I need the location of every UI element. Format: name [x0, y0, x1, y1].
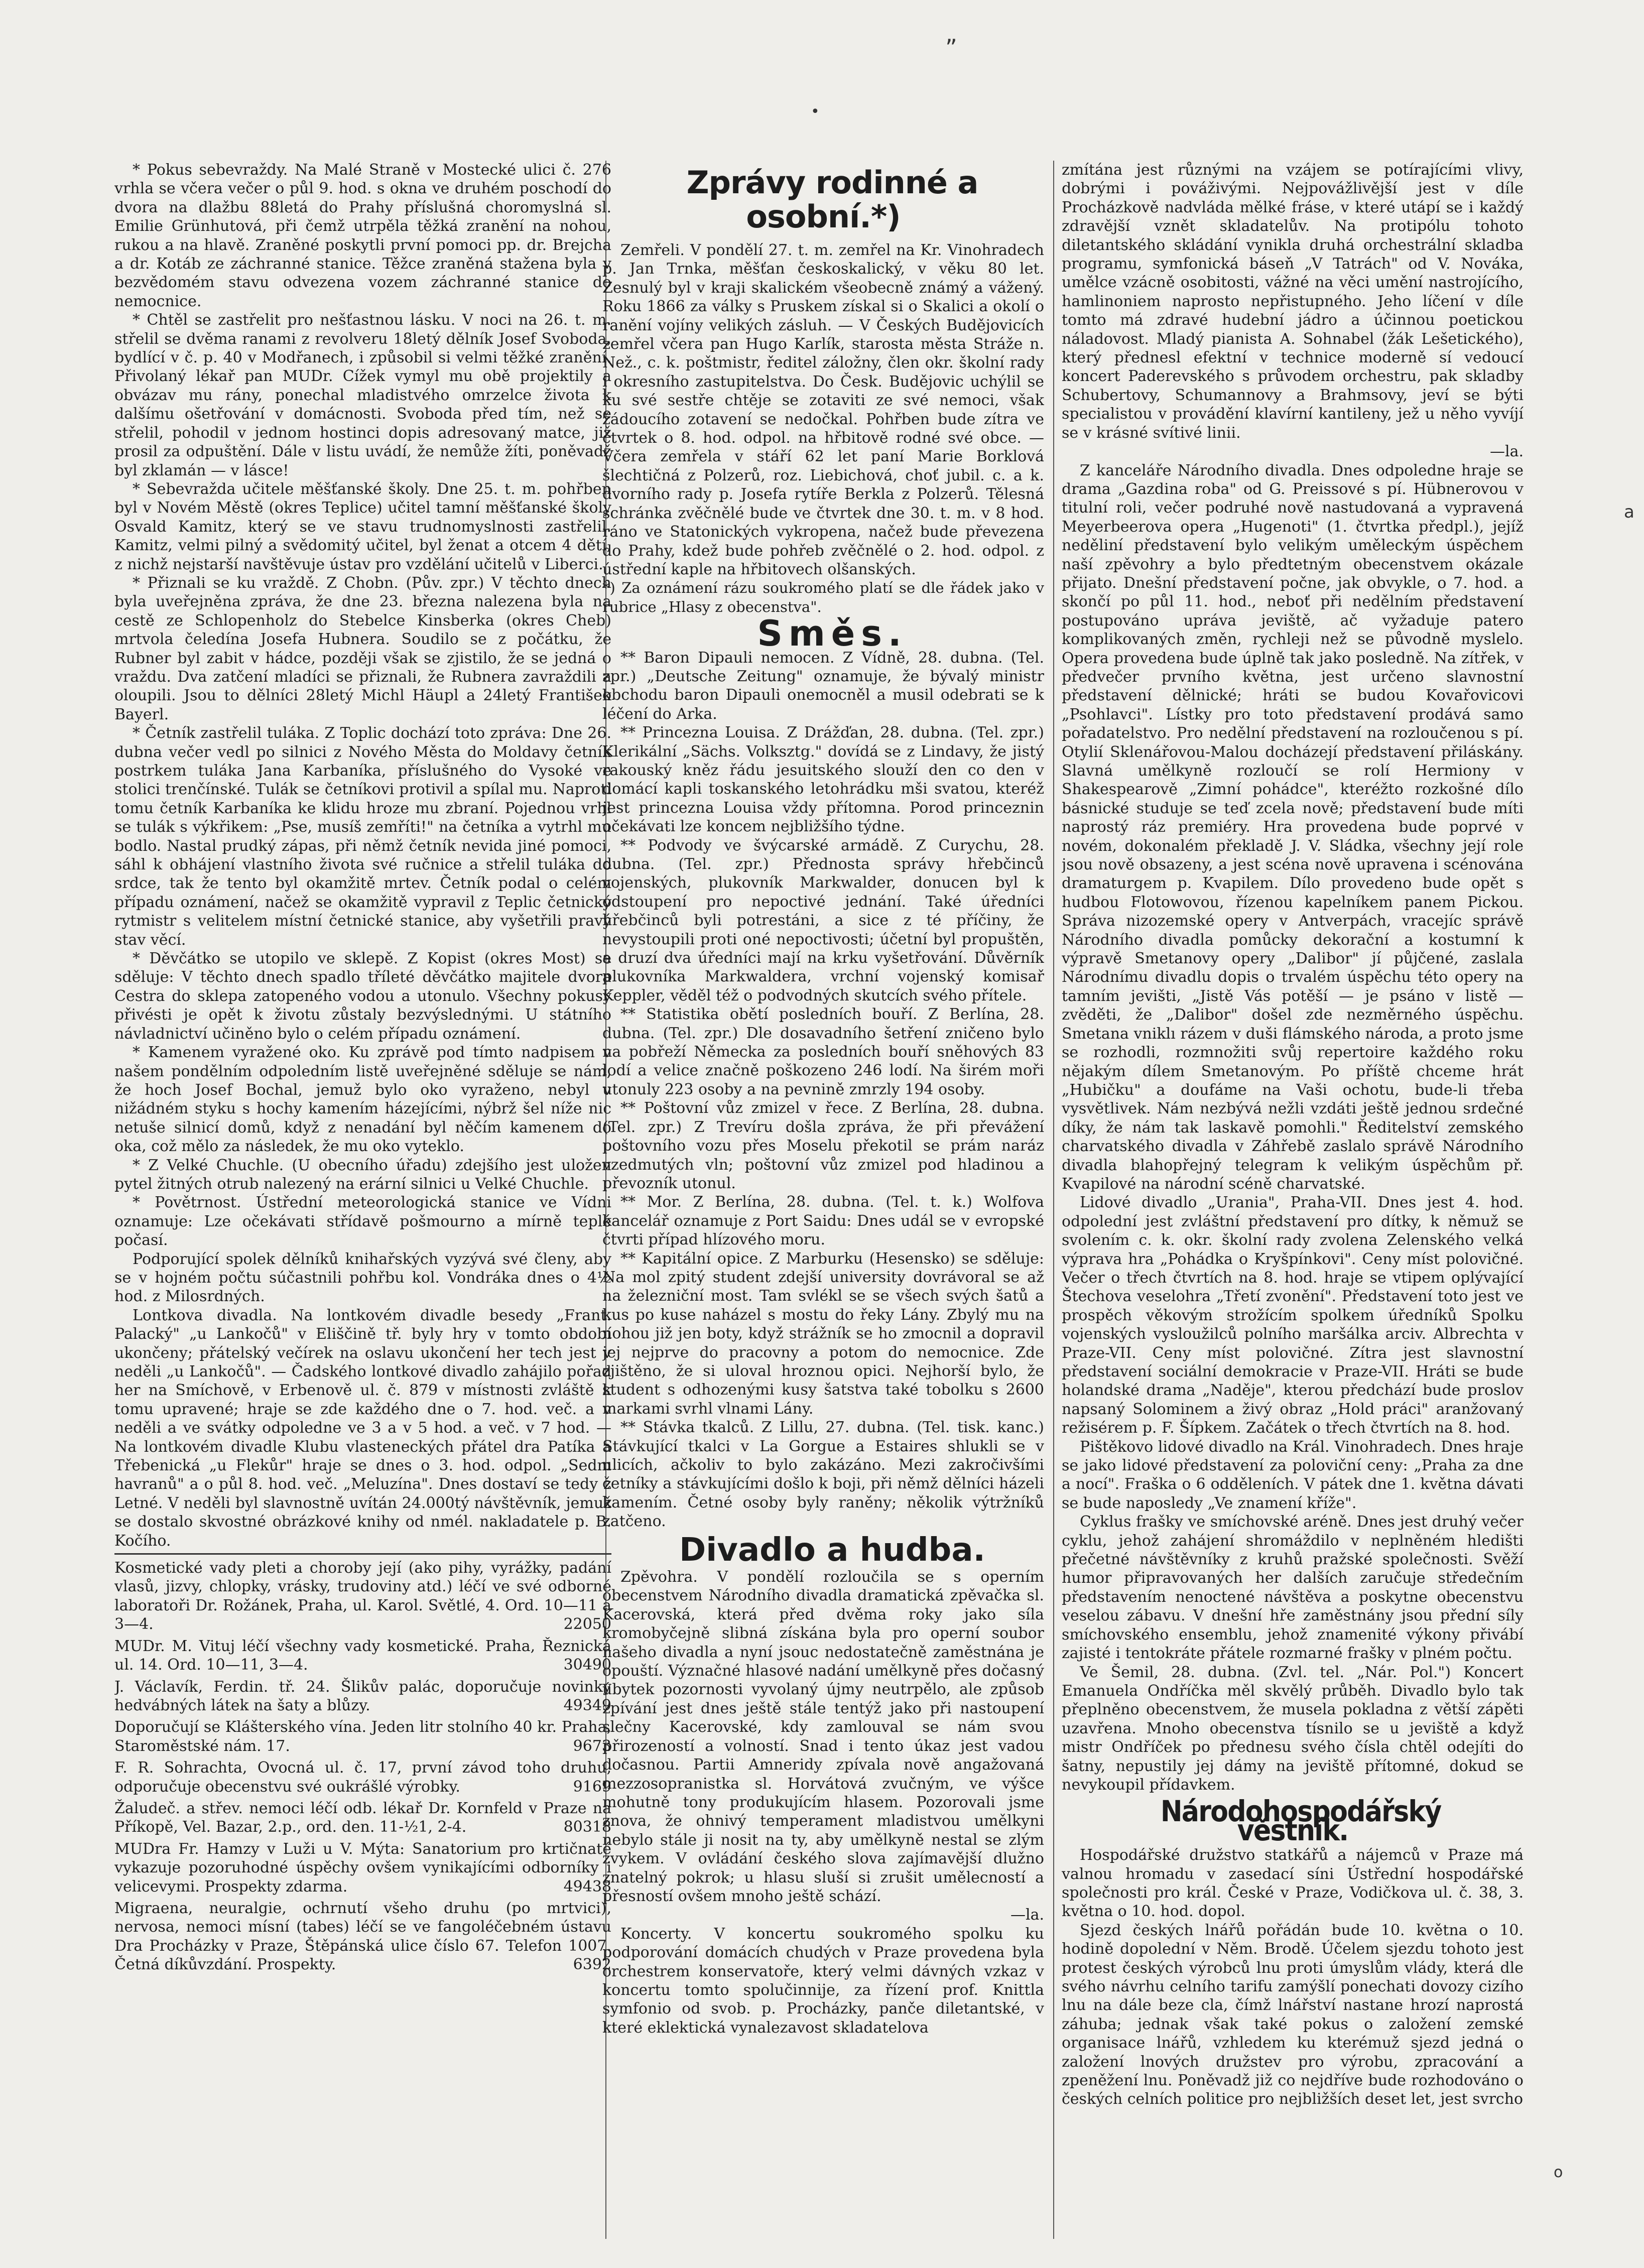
ad-sohrachta: [114, 1758, 611, 1796]
news-podvody-armada: ** Podvody ve švýcarské armádě. Z Curychu, 28. dubna. (Tel. zpr.) Přednosta správy hřebčinců vojenských, plukovník Markwalder, donucen byl k odstoupení pro nepoctivé jednání. Také úředníci hřebčinců byli potrestáni, a sice z té příčiny, že nevystoupili proti oné nepoctivosti; účetní byl propuštěn, a druzí dva úředníci mají na krku vyšetřování. Důvěrník plukovníka Markwaldera, vrchní vojenský komisař Keppler, věděl též o podvodných skutcích svého přítele.: [602, 836, 1044, 1004]
ads-separator: [114, 1553, 611, 1555]
news-zpevohra: Zpěvohra. V pondělí rozloučila se s operním obecenstvem Národního divadla dramatická zpěvačka sl. Kacerovská, která před dvěma roky jako síla kromobyčejně slibná získána byla pro operní soubor našeho divadla a nyní jsouc nedostatečně zaměstnána je opouští. Význačné hlasové nadání umělkyně přes dočasný úbytek pozornosti vyvolaný újmy neutrpělo, ale způsob zpívání jest dnes ještě stále tentýž jako při nastoupení slečny Kacerovské, kdy zamlouval se nám svou přirozeností a volností. Snad i tento úkaz jest vadou dočasnou. Partii Amneridy zpívala nově angažovaná mezzosopranistka sl. Horvátová zvučným, ve výšce mohutně tony produkujícím hlasem. Pozorovali jsme znova, že ohnivý temperament mladistvou umělkyni nebylo stále ji nosit na ty, aby umělkyně nestal se zlým zvykem. V ovládání českého slova zajímavější dlužno znatelný pokrok; u hlasu sluší si zrušit umělecností a přesností ovšem mnoho ještě schází.: [602, 1568, 1044, 1905]
column-middle: [602, 161, 1044, 2239]
news-kancelar-narodniho-divadla: Z kanceláře Národního divadla. Dnes odpoledne hraje se drama „Gazdina roba" od G. Preissové s pí. Hübnerovou v titulní roli, večer podruhé nově nastudovaná a vypravená Meyerbeerova opera „Hugenoti" (1. čtvrtka předpl.), jejíž neděliní představení bylo velikým uměleckým úspěchem naší zpěvohry a bylo předtetným obecenstvem okázale přijato. Dnešní představení počne, jak obvykle, o 7. hod. a skončí po půl 11. hod., neboť při nedělním představení postupováno upráva jeviště, ač vyžaduje patero komplikovaných změn, rychleji než se původně myslelo. Opera provedena bude úplně tak jako posledně. Na zítřek, v předvečer prvního května, jest určeno slavnostní představení dělnické; hráti se budou Kovařovicovi „Psohlavci". Lístky pro toto představení prodává samo pořadatelstvo. Pro nedělní představení na rozloučenou s pí. Otylií Sklenářovou-Malou docházejí představení přiláskány. Slavná umělkyně rozloučí se rolí Hermiony v Shakespearově „Zimní pohádce", kteréžto rozkošné dílo básnické studuje se teď zcela nově; představení bude míti naprostý ráz premiéry. Hra provedena bude poprvé v novém, dokonalém překladě J. V. Sládka, všechny její role jsou nově obsazeny, a jest scéna nově upravena i scénována dramaturgem p. Kvapilem. Dílo provedeno bude opět s hudbou Flotowovou, řízenou kapelníkem panem Pickou. Správa nizozemské opery v Antverpách, vracejíc správě Národního divadla pomůcky dekorační a kostumní k výpravě Smetanovy opery „Dalibor" jí půjčené, zaslala Národnímu divadlu dopis o trvalém úspěchu této opery na tamním jevišti, „Jistě Vás potěší — je psáno v listě — zvěděti, že „Dalibor" došel zde nezměrného úspěchu. Smetana vniklı rázem v duši flámského národa, a proto jsme se rozhodli, rozmnožiti svůj repertoire každého roku nějakým dílem Smetanovým. Po příště chceme hrát „Hubičku" a doufáme na Vaši ochotu, bude-li třeba vysvětlivek. Nám nezbývá nežli vzdáti ještě jednou srdečné díky, že nám tak laskavě pomohli." Ředitelství zemského charvatského divadla v Záhřebě zaslalo správě Národního divadla blahopřejný telegram k velikým úspěchům př. Kvapilové na národní scéně charvatské.: [1062, 461, 1524, 1193]
news-kamenem-vyrazene-oko: * Kamenem vyražené oko. Ku zprávě pod tímto nadpisem v našem pondělním odpoledním listě uveřejněné sděluje se nám, že hoch Josef Bochal, jemuž bylo oko vyraženo, nebyl v nižádném styku s hochy kamením házejícími, nýbrž šel níže nic netuše silnicí domů, když z nenadání byl něčím kamenem do oka, což mělo za následek, že mu oko vyteklo.: [114, 1044, 611, 1156]
ad-mudr-vituj: [114, 1637, 611, 1675]
news-devcatko-se-utopilo: * Děvčátko se utopilo ve sklepě. Z Kopist (okres Most) se sděluje: V těchto dnech spadlo tříleté děvčátko majitele dvora Cestra do sklepa zatopeného vodou a utonulo. Všechny pokusy přivésti je opět k životu zůstaly bezvýslednými. U státního návladnictví učiněno bylo o celém případu oznámení.: [114, 950, 611, 1043]
news-princezna-louisa: ** Princezna Louisa. Z Drážďan, 28. dubna. (Tel. zpr.) Klerikální „Sächs. Volksztg." dovídá se z Lindavy, že jistý rakouský kněz řádu jesuitského slouží den co den v domácí kapli toskanského letohrádku mši svatou, kteréž jest princezna Louisa vždy přítomna. Porod princeznin očekávati lze koncem nejbližšího týdne.: [602, 724, 1044, 836]
news-chtel-se-zastrelit: * Chtěl se zastřelit pro nešťastnou lásku. V noci na 26. t. m. střelil se dvěma ranami z revolveru 18letý dělník Josef Svoboda, bydlící v č. p. 40 v Modřanech, i způsobil si velmi těžké zranění. Přivolaný lékař pan MUDr. Cížek vymyl mu obě projektily a obvázav mu rány, ponechal mladistvého omrzelce života k dalšímu ošetřování v domácnosti. Svoboda před tím, než se střelil, pohodil v jednom hostinci dopis adresovaný matce, již prosil za odpuštění. Dále v listu uvádí, že nemůže žíti, poněvadž byl zklamán — v lásce!: [114, 311, 611, 479]
ad-number: 9673: [573, 1737, 611, 1755]
news-loutkova-divadla: Lontkova divadla. Na lontkovém divadle besedy „Frant. Palacký" „u Lankočů" v Eliščině tř. byly hry v tomto období ukončeny; přátelský večírek na oslavu ukončení her tech jest v neděli „u Lankočů". — Čadského lontkové divadlo zahájilo pořad her na Smíchově, v Erbenově ul. č. 879 v místnosti zvláště k tomu upravené; hraje se zde každého dne o 7. hod. več. a v neděli a ve svátky odpoledne ve 3 a v 5 hod. a več. v 7 hod. — Na lontkovém divadle Klubu vlasteneckých přátel dra Patíka a Třebenická „u Flekůr" hraje se dnes o 3. hod. odpol. „Sedm havranů" a o půl 8. hod. več. „Meluzína". Dnes dostaví se tedy z Letné. V neděli byl slavnostně uvítán 24.000tý návštěvník, jemuž se dostalo skvostné obrázkové knihy od nmél. nakladatele p. B. Kočího.: [114, 1306, 611, 1550]
ad-text: MUDra Fr. Hamzy v Luži u V. Mýta: Sanatorium pro krtičnaté vykazuje pozoruhodné úspěchy ovšem vynikajícími odborníky i velicevymi. Prospekty zdarma.: [114, 1840, 611, 1896]
ad-kosmeticke-vady: [114, 1559, 611, 1634]
news-sjezd-lnaru: Sjezd českých lnářů pořádán bude 10. května o 10. hodině dopolední v Něm. Brodě. Účelem sjezdu tohoto jest protest českých výrobců lnu proti úmyslům vlády, která dle svého návrhu celního tarifu zamýšlí ponechati dovozy cizího lnu na dále beze cla, čímž lnářství nastane hrozí naprostá záhuba; jednak však také pokus o založení zemské organisace lnářů, vzhledem ku kterémuž sjezd jedná o založení lnových družstev pro výrobu, zpracování a zpeněžení lnu. Poněvadž již co nejdříve bude rozhodováno o českých celních politice pro nejbližších deset let, jest svrcho: [1062, 1921, 1524, 2108]
news-hospodarske-druzstvo: Hospodářské družstvo statkářů a nájemců v Praze má valnou hromadu v zasedací síni Ústřední hospodářské společnosti pro král. České v Praze, Vodičkova ul. č. 38, 3. května o 10. hod. dopol.: [1062, 1846, 1524, 1921]
margin-edge-letter: a: [1624, 502, 1634, 522]
news-kapitalni-opice: ** Kapitální opice. Z Marburku (Hesensko) se sděluje: Na mol zpitý student zdejší university dovrávoral se až na železniční most. Tam svlékl se se všech svých šatů a kus po kuse naházel s mostu do řeky Lány. Zbylý mu na nohou již jen boty, když strážník se ho zmocnil a dopravil jej nejprve do pracovny a potom do nemocnice. Zde zjištěno, že si uloval hroznou opici. Nejhorší bylo, že student s odhozenými kusy šatstva také tobolku s 2600 markami svrhl vlnami Lány.: [602, 1249, 1044, 1418]
news-povetrnost: * Povětrnost. Ústřední meteorologická stanice ve Vídni oznamuje: Lze očekávati střídavě pošmourno a mírně teplé počasí.: [114, 1194, 611, 1249]
ad-number: 9169: [573, 1778, 611, 1796]
heading-smes: Směs.: [757, 613, 908, 655]
ad-number: 6392: [573, 1956, 611, 1974]
signoff-la: —la.: [1010, 1906, 1044, 1924]
news-semily-koncert: Ve Šemil, 28. dubna. (Zvl. tel. „Nár. Pol.") Koncert Emanuela Ondříčka měl skvělý průběh. Divadlo bylo tak přeplněno obecenstvem, že musela pokladna z větší zápěti uzavřena. Mnoho obecenstva tísnilo se u jeviště a když mistr Ondříček po přednesu svého čísla chtěl odejíti do šatny, nepustily jej dámy na jeviště přítomné, dokud se nevykoupil přídavkem.: [1062, 1663, 1524, 1794]
margin-quote-mark: „: [945, 20, 957, 47]
ad-zaludecni-nemoci: [114, 1799, 611, 1837]
ad-text: F. R. Sohrachta, Ovocná ul. č. 17, první závod toho druhu, odporučuje obecenstvu své oukrášlé výrobky.: [114, 1759, 611, 1796]
ad-number: 30490: [563, 1656, 611, 1674]
news-baron-dipauli: ** Baron Dipauli nemocen. Z Vídně, 28. dubna. (Tel. zpr.) „Deutsche Zeitung" oznamuje, že bývalý ministr obchodu baron Dipauli onemocněl a musil odebrati se k léčení do Arka.: [602, 649, 1044, 723]
ad-migraena: [114, 1899, 611, 1974]
news-z-velke-chuchle: * Z Velké Chuchle. (U obecního úřadu) zdejšího jest uložen pytel žitných otrub nalezený na erární silnici u Velké Chuchle.: [114, 1156, 611, 1193]
column-right: [1062, 161, 1524, 2239]
signoff-la-2: —la.: [1489, 443, 1524, 461]
ad-text: Migraena, neuralgie, ochrnutí všeho druhu (po mrtvici), nervosa, nemoci mísní (tabes) léčí se ve fangoléčebném ústavu Dra Procházky v Praze, Štěpánská ulice číslo 67. Telefon 1007. Četná díkůvzdání. Prospekty.: [114, 1899, 611, 1974]
news-sebevrazda-ucitele: * Sebevražda učitele měšťanské školy. Dne 25. t. m. pohřben byl v Novém Městě (okres Teplice) učitel tamní měšťanské školy Osvald Kamitz, který se ve stavu trudnomyslnosti zastřelil. Kamitz, velmi pilný a svědomitý učitel, byl ženat a otcem 4 dětí, z nichž nejstarší navštěvuje ústav pro vzdělání učitelů v Liberci.: [114, 480, 611, 573]
news-koncerty: Koncerty. V koncertu soukromého spolku ku podporování domácích chudých v Praze provedena byla orchestrem konservatoře, který velmi dávných vzkaz v koncertu tomto spolučinnije, za řízení prof. Knittla symfonio od svob. p. Procházky, panče diletantské, v které eklektická vynalezavost skladatelova: [602, 1925, 1044, 2037]
column-left: [114, 161, 611, 2239]
news-lidove-divadlo-urania: Lidové divadlo „Urania", Praha-VII. Dnes jest 4. hod. odpolední jest zvláštní představení pro dítky, k němuž se svolením c. k. okr. školní rady zvolena Zelenského velká výprava hra „Pohádka o Kryšpínkovi". Ceny míst polovičné. Večer o třech čtvrtích na 8. hod. hraje se vtipem oplývající Štechova veselohra „Třetí zvonění". Představení toto jest ve prospěch věkovým strožícím spolkem úředníků Spolku vojenských vysloužilců polního maršálka arciv. Albrechta v Praze-VII. Ceny míst polovičné. Zítra jest slavnostní představení sociální demokracie v Praze-VII. Hráti se bude holandské drama „Naděje", kterou předchází bude proslov napsaný Solominem a živý obraz „Hold práci" aranžovaný režisérem p. F. Šípkem. Začátek o třech čtvrtích na 8. hod.: [1062, 1194, 1524, 1437]
ad-number: 49349: [563, 1696, 611, 1714]
news-statistika-obeti: ** Statistika obětí posledních bouří. Z Berlína, 28. dubna. (Tel. zpr.) Dle dosavadního šetření zničeno bylo na pobřeží Německa za posledních bouří sněhových 83 lodí a velice značně poškozeno 246 lodí. Na širém moři utonuly 223 osoby a na pevnině zmrzly 194 osoby.: [602, 1005, 1044, 1098]
news-pistekovo-divadlo: Pištěkovo lidové divadlo na Král. Vinohradech. Dnes hraje se jako lidové představení za poloviční ceny: „Praha za dne a nocí". Fraška o 6 odděleních. V pátek dne 1. května dávati se bude naposledy „Ve znamení kříže".: [1062, 1438, 1524, 1512]
ad-number: 22050: [563, 1615, 611, 1633]
ad-text: Doporučují se Klášterského vína. Jeden litr stolního 40 kr. Praha, Staroměstské nám. 17.: [114, 1718, 611, 1755]
ad-number: 49438: [563, 1877, 611, 1896]
heading-zpravy-rodinne: Zprávy rodinné a osobní.*): [686, 164, 978, 235]
news-stavka-tkalcu: ** Stávka tkalců. Z Lillu, 27. dubna. (Tel. tisk. kanc.) Stávkující tkalci v La Gorgue a Estaires shlukli se v ulicích, ačkoliv to bylo zakázáno. Mezi zakročivšími četníky a stávkujícími došlo k boji, při němž dělníci házeli kamením. Četné osoby byly raněny; několik výtržníků zatčeno.: [602, 1419, 1044, 1531]
news-zemreli: Zemřeli. V pondělí 27. t. m. zemřel na Kr. Vinohradech p. Jan Trnka, měšťan českoskalický, v věku 80 let. Zesnulý byl v kraji skalickém všeobecně známý a vážený. Roku 1866 za války s Pruskem získal si o Skalici a okolí o ranění vojíny velikých zásluh. — V Českých Budějovicích zemřel včera pan Hugo Karlík, starosta města Stráže n. Než., c. k. poštmistr, ředitel záložny, člen okr. školní rady i okresního zastupitelstva. Do Česk. Budějovic uchýlil se ku své sestře chtěje se zotaviti ze své nemoci, však žádoucího zotavení se nedočkal. Pohřben bude zítra ve čtvrtek o 8. hod. odpol. na hřbitově rodné své obce. — Včera zemřela v stáří 62 let paní Marie Borklová šlechtičná z Polzerů, roz. Liebichová, choť jubil. c. a k. dvorního rady p. Josefa rytíře Berkla z Polzerů. Tělesná schránka zvěčnělé bude ve čtvrtek dne 30. t. m. v 8 hod. ráno ve Statonických vykropena, načež bude převezena do Prahy, kdež bude pohřeb zvěčnělé o 2. hod. odpol. z ústřední kaple na hřbitovech olšanských.: [602, 241, 1044, 578]
heading-narodohospodarsky-vestnik: Národohospodářský věstník.: [1160, 1794, 1441, 1847]
ad-number: 80318: [563, 1818, 611, 1836]
news-cetnik-zastrelil-tulaka: * Četník zastřelil tuláka. Z Toplic dochází toto zpráva: Dne 26. dubna večer vedl po silnici z Nového Města do Moldavy četník postrkem tuláka Jana Karbaníka, příslušného do Vysoké ve stolici trenčínské. Tulák se četníkovi protivil a spílal mu. Naproti tomu četník Karbaníka ke klidu hroze mu zbraní. Pojednou vrhl se tulák s výkřikem: „Pse, musíš zemříti!" na četníka a vytrhl mu bodlo. Nastal prudký zápas, při němž četník nevida jiné pomoci, sáhl k obhájení vlastního života své ručnice a střelil tuláka do srdce, tak že tento byl okamžitě mrtev. Četník podal o celém případu oznámení, načež se okamžitě vypravil z Teplic četnický rytmistr s velitelem místní četnické stanice, aby vyšetřili pravý stav věcí.: [114, 724, 611, 949]
ad-klasterske-vino: [114, 1718, 611, 1755]
news-priznali-se-ku-vrazde: * Přiznali se ku vraždě. Z Chobn. (Pův. zpr.) V těchto dnech byla uveřejněna zpráva, že dne 23. března nalezena byla na cestě ze Schlopenholz do Stebelce Kinsberka (okres Cheb) mrtvola čeledína Josefa Hubnera. Soudilo se z počátku, že Rubner byl zabit v hádce, později však se zjistilo, že se jedná o vraždu. Dva zatčení mladíci se přiznali, že Rubnera zavraždili a oloupili. Jsou to dělníci 28letý Michl Häupl a 24letý František Bayerl.: [114, 574, 611, 723]
news-cyklus-frasek: Cyklus frašky ve smíchovské aréně. Dnes jest druhý večer cyklu, jehož zahájení shromáždilo v neplněném hledišti přečetné návštěvníky z kruhů pražské společnosti. Svěží humor připravovaných her dalších zaručuje středečním představením nenoctené návštěva a poskytne obecenstvu veselou zábavu. V dnešní hře zaměstnány jsou přední síly smíchovského ensemblu, jehož znamenité výkony přivábí zajisté i tentokráte přátele rozmarné frašky v plném počtu.: [1062, 1513, 1524, 1663]
footnote-oznameni: *) Za oznámení rázu soukromého platí se dle řádek jako v rubrice „Hlasy z obecenstva".: [602, 579, 1044, 615]
ad-vaclavik: [114, 1678, 611, 1715]
ad-text: Žaludeč. a střev. nemoci léčí odb. lékař Dr. Kornfeld v Praze na Příkopě, Vel. Bazar, 2.p., ord. den. 11-½1, 2-4.: [114, 1799, 611, 1836]
news-mor: ** Mor. Z Berlína, 28. dubna. (Tel. t. k.) Wolfova kancelář oznamuje z Port Saidu: Dnes udál se v evropské čtvrti případ hlízového moru.: [602, 1193, 1044, 1249]
news-podporujici-spolek: Podporující spolek dělníků knihařských vyzývá své členy, aby se v hojném počtu súčastnili pohřbu kol. Vondráka dnes o 4½ hod. z Milosrdných.: [114, 1250, 611, 1306]
ad-text: MUDr. M. Vituj léčí všechny vady kosmetické. Praha, Řeznická ul. 14. Ord. 10—11, 3—4.: [114, 1637, 611, 1674]
ad-text: J. Václavík, Ferdin. tř. 24. Šlikův palác, doporučuje novinky hedvábných látek na šaty a blůzy.: [114, 1678, 611, 1714]
ad-text: Kosmetické vady pleti a choroby její (ako pihy, vyrážky, padání vlasů, jizvy, chlopky, vrásky, trudoviny atd.) léčí ve své odborné laboratoři Dr. Rožánek, Praha, ul. Karol. Světlé, 4. Ord. 10—11 a 3—4.: [114, 1559, 611, 1633]
heading-divadlo-a-hudba: Divadlo a hudba.: [679, 1531, 985, 1569]
ad-sanatorium: [114, 1840, 611, 1896]
margin-dot-mark: •: [811, 103, 820, 120]
news-postovni-vuz: ** Poštovní vůz zmizel v řece. Z Berlína, 28. dubna. (Tel. zpr.) Z Trevíru došla zpráva, že při převážení poštovního vozu přes Moselu překotil se prám naráz vzedmutých vln; poštovní vůz zmizel pod hladinou a převozník utonul.: [602, 1099, 1044, 1192]
news-koncerty-continued: zmítána jest různými na vzájem se potírajícími vlivy, dobrými i pováživými. Nejpovážlivější jest v díle Procházkově nadvláda mělké fráse, v které utápí se i každý zdravější vznět skladatelův. Na protipólu tohoto diletantského skládání vynikla druhá orchestrální skladba programu, symfonická báseň „V Tatrách" od V. Nováka, umělce vzácně osobitosti, vážné na věci umění nastrojícího, hamlinoniem naprosto nepřistupného. Jeho líčení v díle tomto má zdravé hudební jádro a účinnou poetickou náladovost. Mladý pianista A. Sohnabel (žák Lešetického), který přednesl efektní v technice moderně sí vedoucí koncert Paderevského s průvodem orchestru, pak skladby Schubertovy, Schumannovy a Brahmsovy, jeví se býti specialistou v provádění klavírní kantileny, jež u něho vyvíjí se v krásné svítivé linii.: [1062, 161, 1524, 442]
margin-circle-mark: o: [1554, 2164, 1563, 2181]
column-rule-2: [1053, 161, 1054, 2239]
news-sebevrazda-mala-strana: * Pokus sebevraždy. Na Malé Straně v Mostecké ulici č. 276 vrhla se včera večer o půl 9. hod. s okna ve druhém poschodí do dvora na dlažbu 88letá do Prahy příslušná choromyslná sl. Emilie Grünhutová, při čemž utrpěla těžká zranění na nohou, rukou a na hlavě. Zraněné poskytli první pomoci pp. dr. Brejcha a dr. Kotáb ze záchranné stanice. Těžce zraněná stažena byla v bezvědomém stavu odvezena vozem záchranné stanice do nemocnice.: [114, 161, 611, 310]
